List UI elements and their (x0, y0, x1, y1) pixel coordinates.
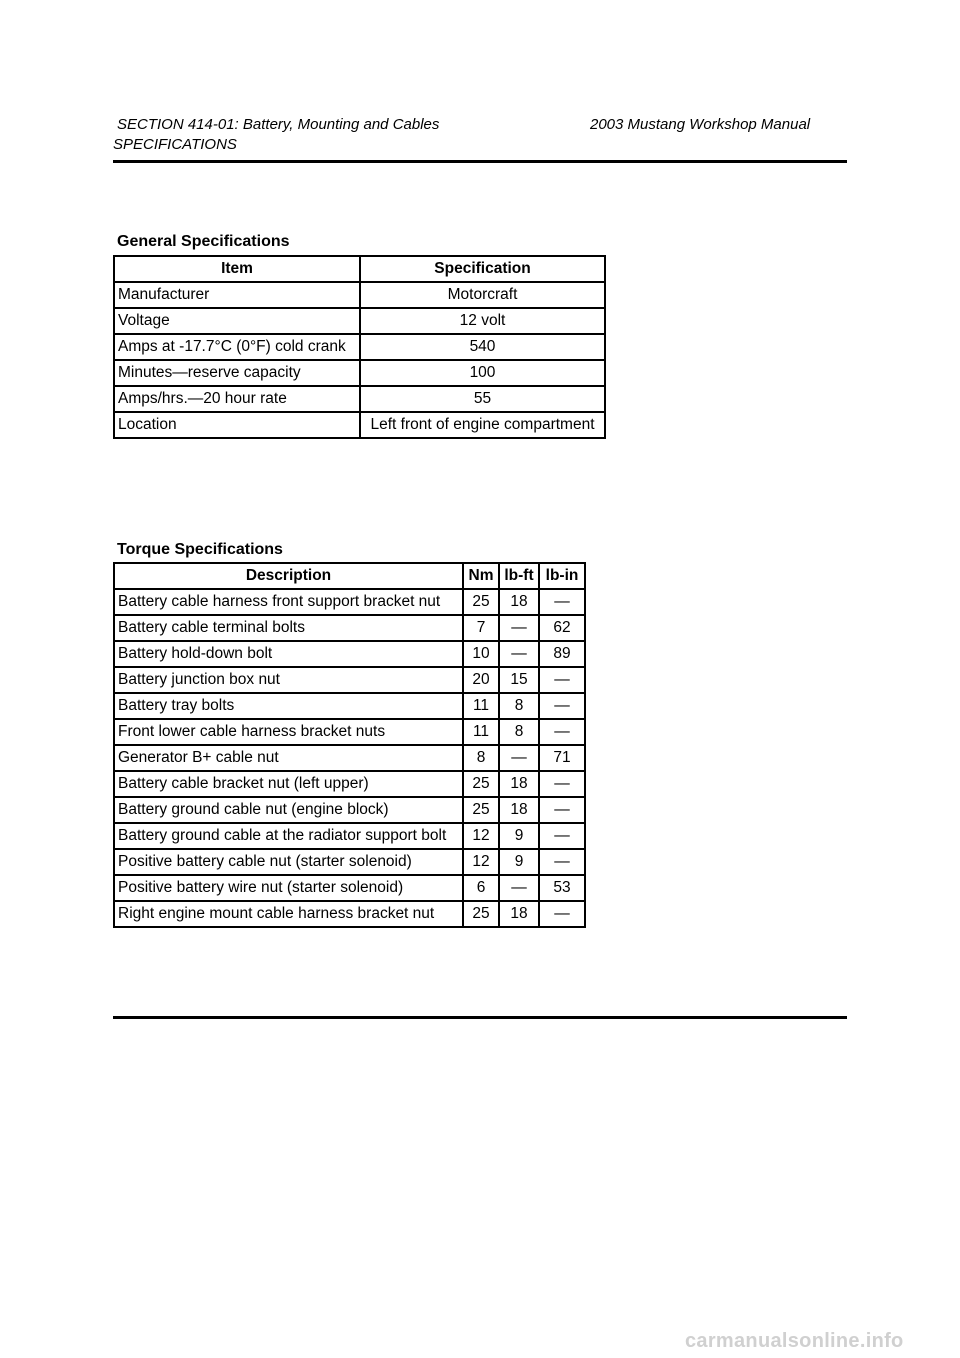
item-cell: Location (114, 412, 360, 438)
description-cell: Battery junction box nut (114, 667, 463, 693)
lb-ft-cell: 9 (499, 823, 539, 849)
nm-cell: 20 (463, 667, 499, 693)
lb-ft-cell: 9 (499, 849, 539, 875)
lb-in-cell: — (539, 823, 585, 849)
table-row (114, 615, 585, 641)
column-header-description: Description (114, 563, 463, 589)
table-header-row (114, 563, 585, 589)
description-cell: Battery hold-down bolt (114, 641, 463, 667)
lb-ft-cell: 18 (499, 901, 539, 927)
table-header-row (114, 256, 605, 282)
item-cell: Minutes—reserve capacity (114, 360, 360, 386)
manual-title: 2003 Mustang Workshop Manual (590, 116, 811, 133)
torque-specs-table (113, 562, 586, 928)
table-row (114, 693, 585, 719)
description-cell: Battery cable bracket nut (left upper) (114, 771, 463, 797)
nm-cell: 25 (463, 771, 499, 797)
lb-in-cell: — (539, 771, 585, 797)
table-row (114, 875, 585, 901)
table-row (114, 849, 585, 875)
column-header-nm: Nm (463, 563, 499, 589)
description-cell: Positive battery cable nut (starter solenoid) (114, 849, 463, 875)
lb-ft-cell: — (499, 875, 539, 901)
lb-ft-cell: 18 (499, 771, 539, 797)
specification-cell: 55 (360, 386, 605, 412)
lb-ft-cell: — (499, 615, 539, 641)
table-row (114, 412, 605, 438)
lb-in-cell: 62 (539, 615, 585, 641)
lb-ft-cell: 8 (499, 719, 539, 745)
table-row (114, 360, 605, 386)
table-row (114, 797, 585, 823)
item-cell: Manufacturer (114, 282, 360, 308)
table-row (114, 745, 585, 771)
column-header-item: Item (114, 256, 360, 282)
table-row (114, 719, 585, 745)
nm-cell: 8 (463, 745, 499, 771)
lb-ft-cell: — (499, 641, 539, 667)
general-specs-table (113, 255, 606, 439)
nm-cell: 25 (463, 901, 499, 927)
lb-in-cell: 89 (539, 641, 585, 667)
table-row (114, 334, 605, 360)
nm-cell: 25 (463, 797, 499, 823)
lb-ft-cell: 18 (499, 589, 539, 615)
lb-ft-cell: — (499, 745, 539, 771)
table-row (114, 589, 585, 615)
table-row (114, 641, 585, 667)
description-cell: Battery cable harness front support bracket nut (114, 589, 463, 615)
lb-in-cell: 71 (539, 745, 585, 771)
specification-cell: 100 (360, 360, 605, 386)
description-cell: Generator B+ cable nut (114, 745, 463, 771)
lb-in-cell: 53 (539, 875, 585, 901)
item-cell: Voltage (114, 308, 360, 334)
table-row (114, 771, 585, 797)
lb-in-cell: — (539, 719, 585, 745)
nm-cell: 7 (463, 615, 499, 641)
description-cell: Battery tray bolts (114, 693, 463, 719)
nm-cell: 12 (463, 823, 499, 849)
description-cell: Right engine mount cable harness bracket nut (114, 901, 463, 927)
specification-cell: Motorcraft (360, 282, 605, 308)
lb-in-cell: — (539, 797, 585, 823)
nm-cell: 10 (463, 641, 499, 667)
table-row (114, 386, 605, 412)
torque-specs-title: Torque Specifications (117, 541, 283, 558)
description-cell: Battery ground cable nut (engine block) (114, 797, 463, 823)
nm-cell: 12 (463, 849, 499, 875)
lb-in-cell: — (539, 667, 585, 693)
description-cell: Front lower cable harness bracket nuts (114, 719, 463, 745)
table-row (114, 901, 585, 927)
watermark: carmanualsonline.info (685, 1330, 904, 1352)
description-cell: Positive battery wire nut (starter solenoid) (114, 875, 463, 901)
lb-in-cell: — (539, 589, 585, 615)
item-cell: Amps at -17.7°C (0°F) cold crank (114, 334, 360, 360)
lb-ft-cell: 18 (499, 797, 539, 823)
description-cell: Battery ground cable at the radiator support bolt (114, 823, 463, 849)
table-row (114, 823, 585, 849)
lb-ft-cell: 15 (499, 667, 539, 693)
nm-cell: 11 (463, 693, 499, 719)
lb-in-cell: — (539, 901, 585, 927)
table-row (114, 308, 605, 334)
column-header-lb-in: lb-in (539, 563, 585, 589)
bottom-divider (113, 1016, 847, 1019)
column-header-specification: Specification (360, 256, 605, 282)
specification-cell: 12 volt (360, 308, 605, 334)
table-row (114, 667, 585, 693)
specification-cell: 540 (360, 334, 605, 360)
specification-cell: Left front of engine compartment (360, 412, 605, 438)
nm-cell: 11 (463, 719, 499, 745)
nm-cell: 6 (463, 875, 499, 901)
lb-in-cell: — (539, 849, 585, 875)
description-cell: Battery cable terminal bolts (114, 615, 463, 641)
page-subtitle: SPECIFICATIONS (113, 136, 237, 153)
item-cell: Amps/hrs.—20 hour rate (114, 386, 360, 412)
general-specs-title: General Specifications (117, 233, 290, 250)
column-header-lb-ft: lb-ft (499, 563, 539, 589)
lb-in-cell: — (539, 693, 585, 719)
lb-ft-cell: 8 (499, 693, 539, 719)
top-divider (113, 160, 847, 163)
section-header: SECTION 414-01: Battery, Mounting and Cables (117, 116, 440, 133)
nm-cell: 25 (463, 589, 499, 615)
table-row (114, 282, 605, 308)
